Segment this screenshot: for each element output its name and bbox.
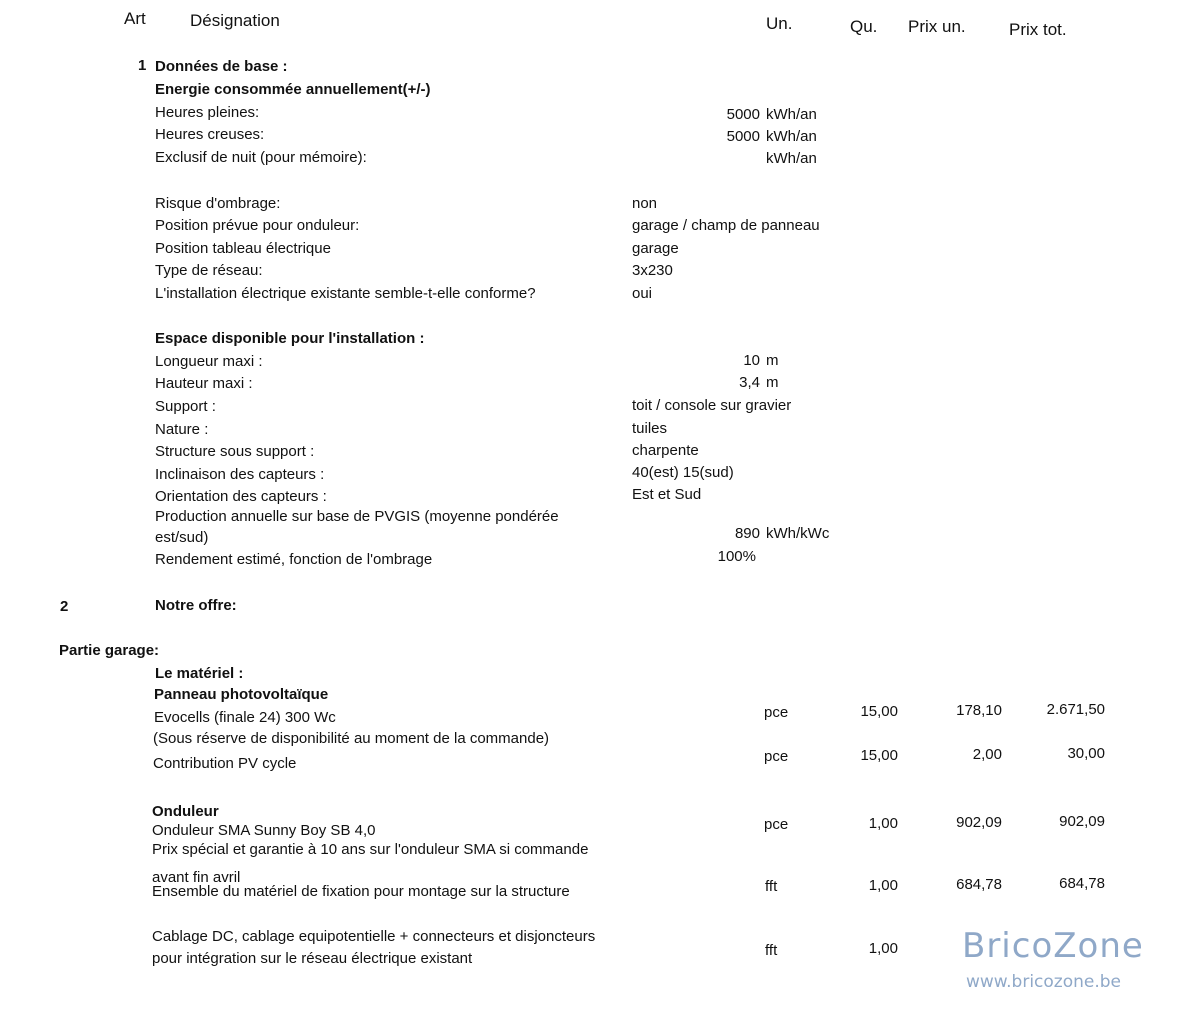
cabling-qty: 1,00 — [868, 940, 898, 957]
section-2-number: 2 — [60, 598, 69, 615]
site-label: L'installation électrique existante semble-t-elle conforme? — [155, 285, 536, 302]
energy-label: Heures creuses: — [155, 126, 265, 143]
energy-value: 5000 — [726, 106, 760, 123]
space-value: 40(est) 15(sud) — [632, 464, 734, 481]
header-unit: Un. — [766, 14, 793, 33]
space-value: Est et Sud — [632, 486, 702, 503]
pv-cycle-qty: 15,00 — [860, 747, 898, 764]
space-value: tuiles — [632, 420, 668, 437]
header-designation: Désignation — [190, 11, 280, 30]
fixation-qty: 1,00 — [868, 877, 898, 894]
height-value: 3,4 — [739, 374, 760, 391]
length-unit: m — [766, 352, 779, 369]
site-label: Type de réseau: — [155, 262, 263, 279]
inverter-note-cont: avant fin avril — [152, 869, 241, 886]
energy-title: Energie consommée annuellement(+/-) — [155, 81, 431, 98]
site-label: Position tableau électrique — [155, 240, 331, 257]
site-value: oui — [632, 285, 653, 302]
header-total-price: Prix tot. — [1009, 20, 1067, 39]
space-value: toit / console sur gravier — [632, 397, 792, 414]
inverter-unit: pce — [764, 816, 789, 833]
energy-unit: kWh/an — [766, 150, 817, 167]
space-label: Structure sous support : — [155, 443, 315, 460]
fixation-unit: fft — [765, 878, 778, 895]
fixation-price: 684,78 — [956, 876, 1002, 893]
inverter-title: Onduleur — [152, 803, 219, 820]
cabling-label: Cablage DC, cablage equipotentielle + connecteurs et disjoncteurs — [152, 928, 596, 945]
panel-price: 178,10 — [956, 702, 1002, 719]
pv-cycle-unit: pce — [764, 748, 789, 765]
header-qty: Qu. — [850, 17, 878, 36]
header-art: Art — [124, 9, 146, 28]
length-value: 10 — [743, 352, 760, 369]
site-value: garage / champ de panneau — [632, 217, 820, 234]
pv-cycle-total: 30,00 — [1067, 745, 1105, 762]
space-value: charpente — [632, 442, 699, 459]
space-label: Nature : — [155, 421, 209, 438]
energy-value: 5000 — [726, 128, 760, 145]
efficiency-value: 100% — [717, 548, 756, 565]
energy-unit: kWh/an — [766, 106, 817, 123]
space-label: Support : — [155, 398, 216, 415]
panel-title: Panneau photovoltaïque — [154, 686, 329, 703]
pv-cycle-label: Contribution PV cycle — [153, 755, 297, 772]
section-2-title: Notre offre: — [155, 597, 237, 614]
inverter-price: 902,09 — [956, 814, 1002, 831]
site-label: Position prévue pour onduleur: — [155, 217, 360, 234]
header-unit-price: Prix un. — [908, 17, 966, 36]
panel-unit: pce — [764, 704, 789, 721]
watermark-url: www.bricozone.be — [966, 972, 1122, 992]
panel-label: Evocells (finale 24) 300 Wc — [154, 709, 336, 726]
height-label: Hauteur maxi : — [155, 375, 253, 392]
inverter-label: Onduleur SMA Sunny Boy SB 4,0 — [152, 822, 376, 839]
section-1-title: Données de base : — [155, 58, 288, 75]
production-unit: kWh/kWc — [766, 525, 830, 542]
pv-cycle-price: 2,00 — [972, 746, 1002, 763]
site-value: garage — [632, 240, 679, 257]
energy-label: Heures pleines: — [155, 104, 260, 121]
section-1-number: 1 — [138, 57, 147, 74]
cabling-unit: fft — [765, 942, 778, 959]
watermark-brand: BricoZone — [962, 926, 1144, 966]
inverter-total: 902,09 — [1059, 813, 1105, 830]
inverter-note: Prix spécial et garantie à 10 ans sur l'onduleur SMA si commande — [152, 841, 589, 858]
fixation-total: 684,78 — [1059, 875, 1105, 892]
energy-label: Exclusif de nuit (pour mémoire): — [155, 149, 367, 166]
site-label: Risque d'ombrage: — [155, 195, 281, 212]
site-value: non — [632, 195, 658, 212]
space-title: Espace disponible pour l'installation : — [155, 330, 425, 347]
production-value: 890 — [734, 525, 760, 542]
space-label: Inclinaison des capteurs : — [155, 466, 325, 483]
panel-total: 2.671,50 — [1046, 701, 1105, 718]
length-label: Longueur maxi : — [155, 353, 263, 370]
fixation-label: Ensemble du matériel de fixation pour montage sur la structure — [152, 883, 570, 900]
production-label-cont: est/sud) — [155, 529, 209, 546]
panel-qty: 15,00 — [860, 703, 898, 720]
site-value: 3x230 — [632, 262, 673, 279]
production-label: Production annuelle sur base de PVGIS (moyenne pondérée — [155, 508, 559, 525]
cabling-label-cont: pour intégration sur le réseau électrique existant — [152, 950, 473, 967]
efficiency-label: Rendement estimé, fonction de l'ombrage — [155, 551, 433, 568]
panel-note: (Sous réserve de disponibilité au moment de la commande) — [153, 730, 550, 747]
garage-title: Partie garage: — [59, 642, 160, 659]
energy-unit: kWh/an — [766, 128, 817, 145]
height-unit: m — [766, 374, 779, 391]
inverter-qty: 1,00 — [868, 815, 898, 832]
material-title: Le matériel : — [155, 665, 244, 682]
space-label: Orientation des capteurs : — [155, 488, 327, 505]
